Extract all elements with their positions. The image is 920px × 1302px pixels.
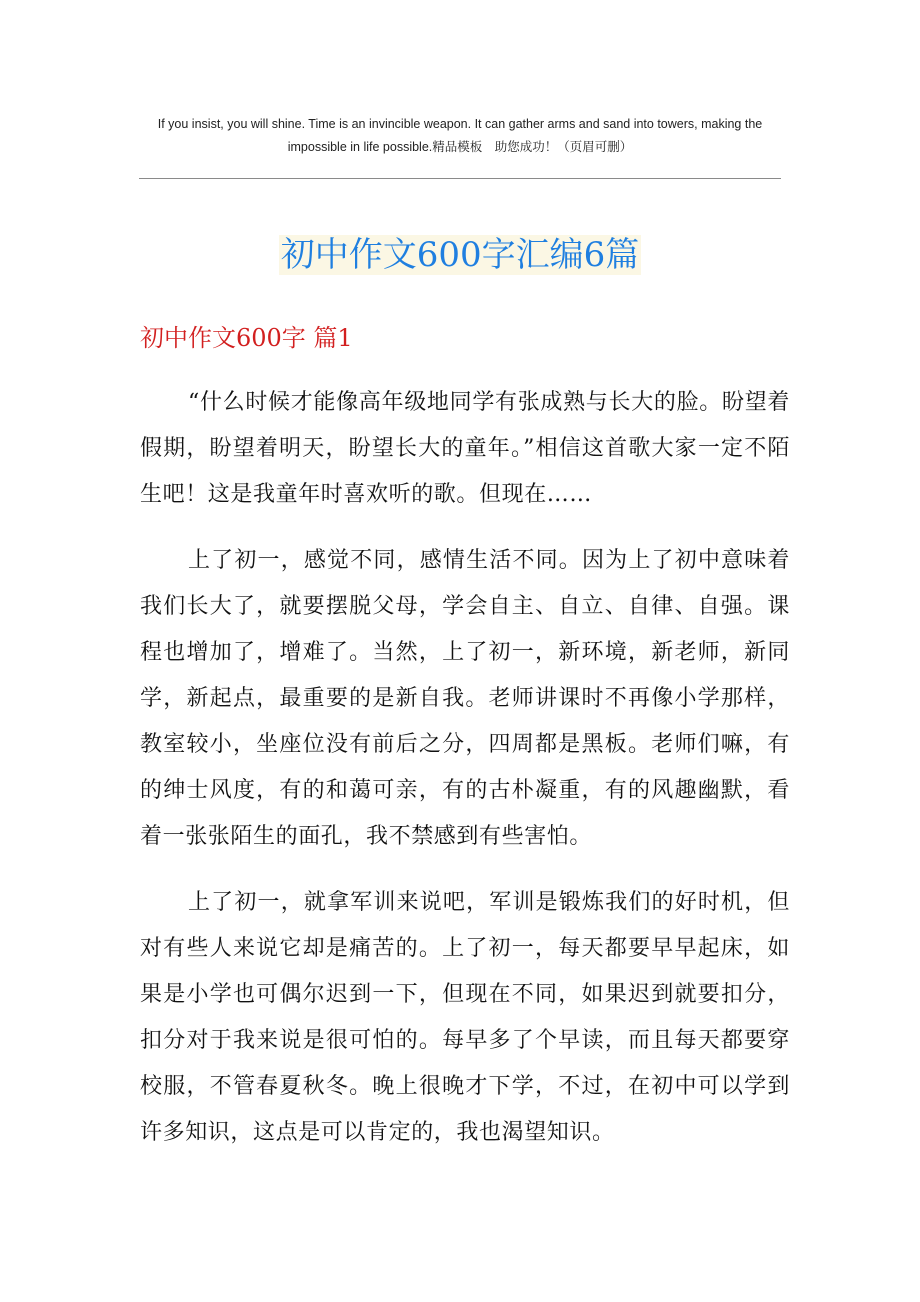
paragraph-2: 上了初一，感觉不同，感情生活不同。因为上了初中意味着我们长大了，就要摆脱父母，学会自主、自立、自律、自强。课程也增加了，增难了。当然，上了初一，新环境，新老师，新同学，新起点，最重要的是新自我。老师讲课时不再像小学那样，教室较小，坐座位没有前后之分，四周都是黑板。老师们嘛，有的绅士风度，有的和蔼可亲，有的古朴凝重，有的风趣幽默，看着一张张陌生的面孔，我不禁感到有些害怕。	[140, 548, 790, 849]
header-note: If you insist, you will shine. Time is an invincible weapon. It can gather arms and sand into towers, making the impossible in life possible.精品模板 助您成功！（页眉可删）	[157, 117, 763, 154]
document-title	[0, 229, 920, 281]
document-title-text: 初中作文600字汇编6篇	[280, 234, 640, 275]
paragraph-1: “什么时候才能像高年级地同学有张成熟与长大的脸。盼望着假期，盼望着明天，盼望长大的童年。”相信这首歌大家一定不陌生吧！这是我童年时喜欢听的歌。但现在……	[140, 390, 790, 507]
header-divider	[139, 178, 781, 179]
section-heading: 初中作文600字 篇1	[140, 324, 353, 352]
paragraph-3: 上了初一，就拿军训来说吧，军训是锻炼我们的好时机，但对有些人来说它却是痛苦的。上了初一，每天都要早早起床，如果是小学也可偶尔迟到一下，但现在不同，如果迟到就要扣分，扣分对于我来说是很可怕的。每早多了个早读，而且每天都要穿校服，不管春夏秋冬。晚上很晚才下学，不过，在初中可以学到许多知识，这点是可以肯定的，我也渴望知识。	[140, 890, 790, 1145]
section-body	[140, 380, 790, 1176]
